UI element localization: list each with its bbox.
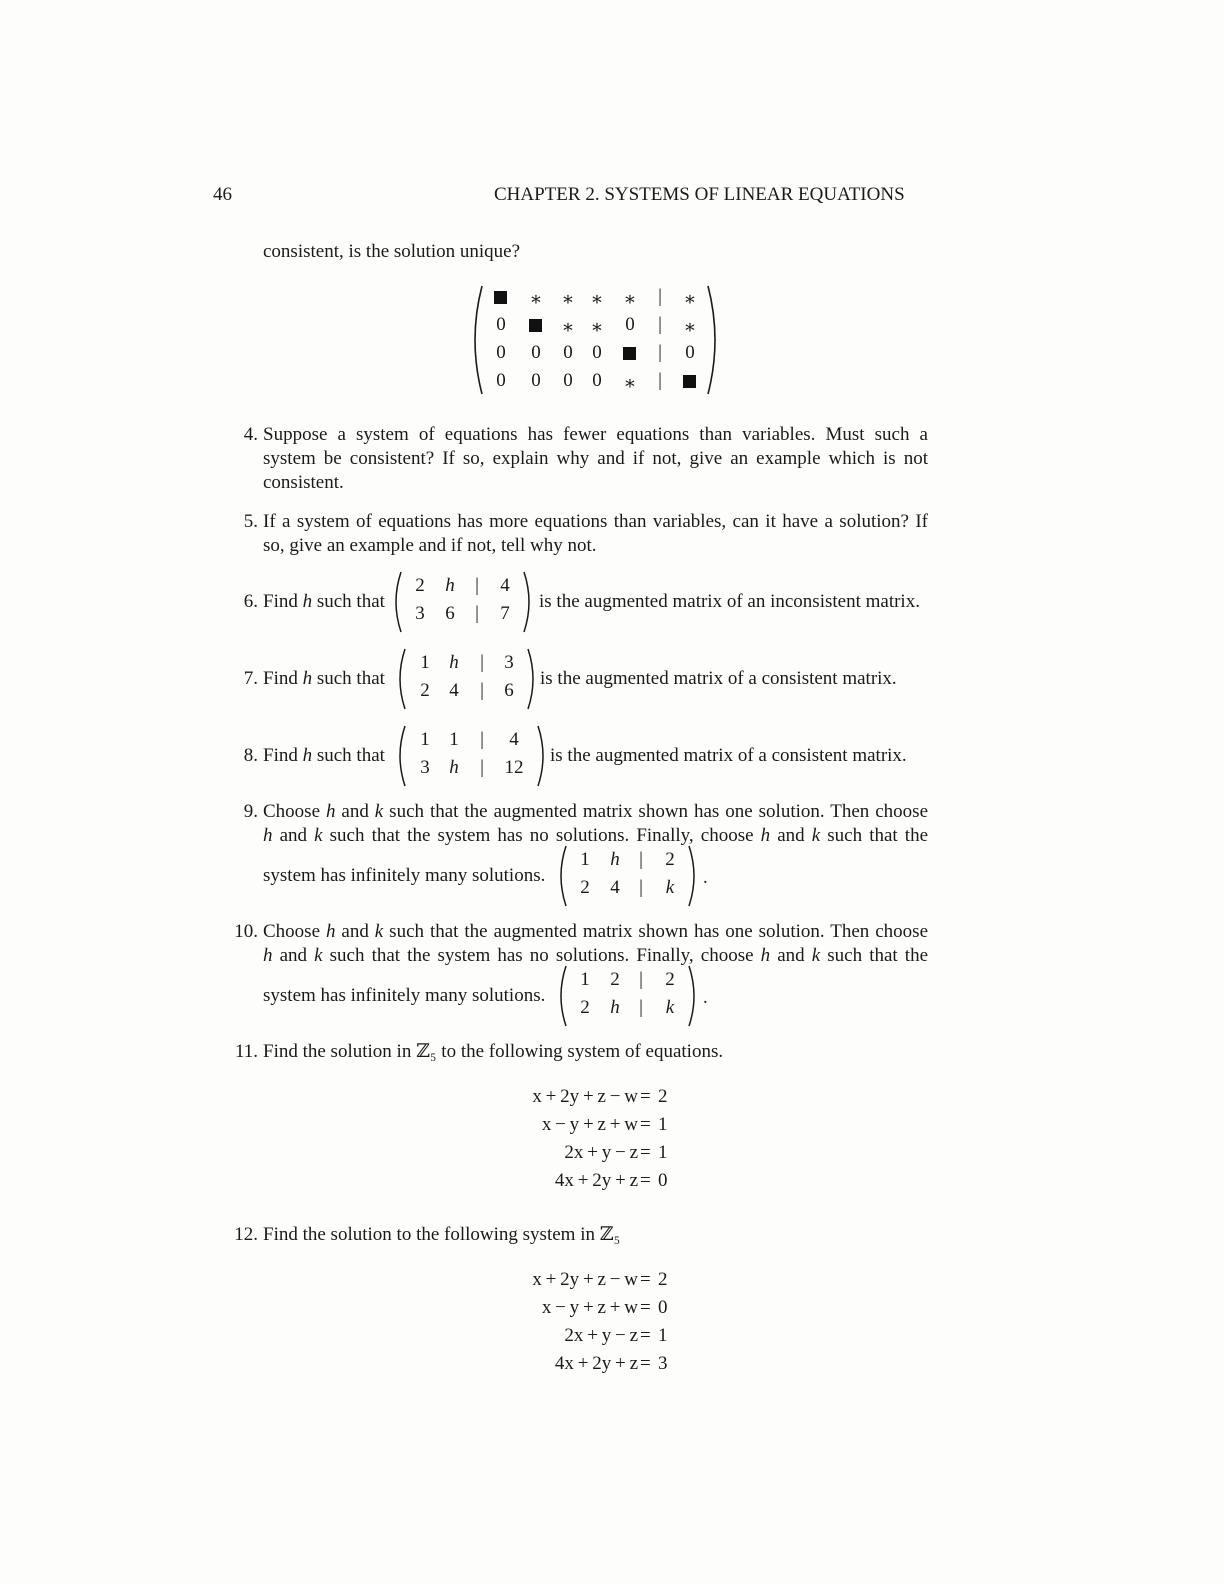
equation-rhs: 3 bbox=[658, 1353, 668, 1374]
problem-11-equations bbox=[470, 1083, 720, 1199]
problem-12-equations bbox=[470, 1266, 720, 1382]
equals-sign: = bbox=[640, 1269, 651, 1290]
matrix-entry: 1 bbox=[580, 969, 590, 990]
right-paren bbox=[704, 284, 724, 396]
problem-number: 8. bbox=[243, 745, 258, 766]
pivot-square bbox=[683, 375, 696, 388]
page-number: 46 bbox=[213, 184, 232, 205]
problem-4-text bbox=[263, 423, 928, 495]
equation-lhs: 2x + y − z bbox=[564, 1325, 638, 1346]
equation bbox=[470, 1322, 720, 1350]
equation-lhs: x − y + z + w bbox=[541, 1114, 638, 1135]
matrix-entry: 3 bbox=[415, 603, 425, 624]
star-entry: ∗ bbox=[623, 289, 637, 310]
equation bbox=[470, 1167, 720, 1195]
right-paren bbox=[535, 724, 549, 788]
augment-bar: | bbox=[658, 314, 662, 335]
augment-bar: | bbox=[480, 652, 484, 673]
matrix-entry: 2 bbox=[415, 575, 425, 596]
matrix-entry: 0 bbox=[685, 342, 695, 363]
matrix-entry: 1 bbox=[420, 652, 430, 673]
matrix-entry: 6 bbox=[445, 603, 455, 624]
equation-rhs: 2 bbox=[658, 1269, 668, 1290]
matrix-entry: h bbox=[610, 849, 620, 870]
pivot-square bbox=[494, 291, 507, 304]
matrix-entry: 0 bbox=[496, 314, 506, 335]
left-paren bbox=[394, 724, 408, 788]
equation-lhs: 4x + 2y + z bbox=[554, 1170, 638, 1191]
matrix-entry: h bbox=[449, 652, 459, 673]
star-entry: ∗ bbox=[683, 289, 697, 310]
text-line: Choose h and k such that the augmented matrix shown has one solution. Then choose bbox=[263, 921, 929, 942]
augment-bar: | bbox=[480, 680, 484, 701]
left-paren bbox=[390, 570, 404, 634]
problem-10-matrix bbox=[555, 964, 700, 1028]
right-paren bbox=[521, 570, 535, 634]
problem-10-text bbox=[263, 920, 928, 968]
augment-bar: | bbox=[480, 757, 484, 778]
equation bbox=[470, 1083, 720, 1111]
matrix-entry: h bbox=[445, 575, 455, 596]
problem-9-text bbox=[263, 800, 928, 848]
matrix-entry: 12 bbox=[504, 757, 524, 778]
equation-rhs: 1 bbox=[658, 1325, 668, 1346]
matrix-entry: h bbox=[610, 997, 620, 1018]
matrix-entry: 0 bbox=[496, 370, 506, 391]
matrix-entry: 0 bbox=[563, 342, 573, 363]
matrix-entry: 4 bbox=[449, 680, 459, 701]
matrix-entry: 0 bbox=[625, 314, 635, 335]
equals-sign: = bbox=[640, 1297, 651, 1318]
augment-bar: | bbox=[639, 969, 643, 990]
problem-9-end: . bbox=[703, 867, 708, 888]
problem-12-text: Find the solution to the following system in ℤ₅ bbox=[263, 1224, 621, 1245]
text-line: system be consistent? If so, explain why and if not, give an example which is not bbox=[263, 448, 928, 469]
problem-9-tail: system has infinitely many solutions. bbox=[263, 865, 546, 886]
equation bbox=[470, 1266, 720, 1294]
star-entry: ∗ bbox=[529, 289, 543, 310]
equation-lhs: 4x + 2y + z bbox=[554, 1353, 638, 1374]
problem-number: 4. bbox=[243, 424, 258, 445]
equation-rhs: 2 bbox=[658, 1086, 668, 1107]
matrix-entry: 7 bbox=[500, 603, 510, 624]
problem-number: 7. bbox=[243, 668, 258, 689]
right-paren bbox=[525, 647, 539, 711]
matrix-entry: 4 bbox=[610, 877, 620, 898]
left-paren bbox=[394, 647, 408, 711]
equation-rhs: 1 bbox=[658, 1114, 668, 1135]
augment-bar: | bbox=[658, 370, 662, 391]
chapter-title: CHAPTER 2. SYSTEMS OF LINEAR EQUATIONS bbox=[494, 184, 905, 205]
big-augmented-matrix bbox=[466, 284, 726, 396]
equals-sign: = bbox=[640, 1142, 651, 1163]
equation-rhs: 0 bbox=[658, 1170, 668, 1191]
problem-number: 10. bbox=[234, 921, 258, 942]
matrix-entry: 2 bbox=[665, 849, 675, 870]
text-line: consistent. bbox=[263, 472, 344, 493]
matrix-entry: 0 bbox=[496, 342, 506, 363]
text-line: h and k such that the system has no solutions. Finally, choose h and k such that the bbox=[263, 945, 928, 966]
augment-bar: | bbox=[658, 342, 662, 363]
matrix-entry: h bbox=[449, 757, 459, 778]
problem-number: 6. bbox=[243, 591, 258, 612]
augment-bar: | bbox=[475, 575, 479, 596]
matrix-entry: 3 bbox=[420, 757, 430, 778]
equation-rhs: 1 bbox=[658, 1142, 668, 1163]
matrix-entry: 2 bbox=[580, 877, 590, 898]
star-entry: ∗ bbox=[561, 317, 575, 338]
text-line: h and k such that the system has no solutions. Finally, choose h and k such that the bbox=[263, 825, 928, 846]
problem-number: 9. bbox=[243, 801, 258, 822]
matrix-entry: 1 bbox=[580, 849, 590, 870]
equation bbox=[470, 1111, 720, 1139]
problem-7-lead: Find h such that bbox=[263, 668, 385, 689]
problem-number: 5. bbox=[243, 511, 258, 532]
problem-6-lead: Find h such that bbox=[263, 591, 385, 612]
problem-6-tail: is the augmented matrix of an inconsistent matrix. bbox=[539, 591, 920, 612]
matrix-entry: 0 bbox=[592, 370, 602, 391]
intro-line: consistent, is the solution unique? bbox=[263, 241, 521, 262]
problem-5-text bbox=[263, 510, 928, 558]
text-line: Choose h and k such that the augmented matrix shown has one solution. Then choose bbox=[263, 801, 929, 822]
matrix-entry: k bbox=[665, 997, 675, 1018]
matrix-entry: 0 bbox=[531, 370, 541, 391]
problem-8-matrix bbox=[394, 724, 549, 788]
matrix-entry: k bbox=[665, 877, 675, 898]
matrix-entry: 3 bbox=[504, 652, 514, 673]
matrix-entry: 4 bbox=[509, 729, 519, 750]
equation-lhs: 2x + y − z bbox=[564, 1142, 638, 1163]
equation bbox=[470, 1294, 720, 1322]
augment-bar: | bbox=[475, 603, 479, 624]
matrix-entry: 6 bbox=[504, 680, 514, 701]
augment-bar: | bbox=[658, 286, 662, 307]
problem-6-matrix bbox=[390, 570, 535, 634]
augment-bar: | bbox=[639, 997, 643, 1018]
equation bbox=[470, 1350, 720, 1378]
text-line: If a system of equations has more equations than variables, can it have a solution? If bbox=[263, 511, 928, 532]
matrix-entry: 0 bbox=[592, 342, 602, 363]
problem-9-matrix bbox=[555, 844, 700, 908]
equation-lhs: x − y + z + w bbox=[541, 1297, 638, 1318]
matrix-entry: 2 bbox=[665, 969, 675, 990]
problem-number: 12. bbox=[234, 1224, 258, 1245]
problem-8-tail: is the augmented matrix of a consistent matrix. bbox=[550, 745, 907, 766]
matrix-entry: 0 bbox=[531, 342, 541, 363]
matrix-entry: 2 bbox=[580, 997, 590, 1018]
matrix-entry: 1 bbox=[420, 729, 430, 750]
equation-rhs: 0 bbox=[658, 1297, 668, 1318]
augment-bar: | bbox=[639, 849, 643, 870]
problem-10-end: . bbox=[703, 987, 708, 1008]
equals-sign: = bbox=[640, 1170, 651, 1191]
star-entry: ∗ bbox=[561, 289, 575, 310]
problem-7-tail: is the augmented matrix of a consistent matrix. bbox=[540, 668, 897, 689]
problem-number: 11. bbox=[234, 1041, 258, 1062]
text-line: Suppose a system of equations has fewer equations than variables. Must such a bbox=[263, 424, 928, 445]
equation-lhs: x + 2y + z − w bbox=[532, 1086, 638, 1107]
matrix-entry: 2 bbox=[610, 969, 620, 990]
star-entry: ∗ bbox=[590, 289, 604, 310]
star-entry: ∗ bbox=[623, 373, 637, 394]
problem-8-lead: Find h such that bbox=[263, 745, 385, 766]
equation bbox=[470, 1139, 720, 1167]
equation-lhs: x + 2y + z − w bbox=[532, 1269, 638, 1290]
augment-bar: | bbox=[639, 877, 643, 898]
text-line: so, give an example and if not, tell why not. bbox=[263, 535, 597, 556]
matrix-entry: 1 bbox=[449, 729, 459, 750]
problem-11-text: Find the solution in ℤ₅ to the following system of equations. bbox=[263, 1041, 724, 1062]
left-paren bbox=[555, 844, 569, 908]
matrix-entry: 2 bbox=[420, 680, 430, 701]
star-entry: ∗ bbox=[590, 317, 604, 338]
left-paren bbox=[466, 284, 486, 396]
equals-sign: = bbox=[640, 1325, 651, 1346]
left-paren bbox=[555, 964, 569, 1028]
equals-sign: = bbox=[640, 1114, 651, 1135]
matrix-entry: 0 bbox=[563, 370, 573, 391]
right-paren bbox=[686, 964, 700, 1028]
problem-7-matrix bbox=[394, 647, 539, 711]
right-paren bbox=[686, 844, 700, 908]
star-entry: ∗ bbox=[683, 317, 697, 338]
pivot-square bbox=[623, 347, 636, 360]
matrix-entry: 4 bbox=[500, 575, 510, 596]
problem-10-tail: system has infinitely many solutions. bbox=[263, 985, 546, 1006]
equals-sign: = bbox=[640, 1086, 651, 1107]
augment-bar: | bbox=[480, 729, 484, 750]
equals-sign: = bbox=[640, 1353, 651, 1374]
pivot-square bbox=[529, 319, 542, 332]
